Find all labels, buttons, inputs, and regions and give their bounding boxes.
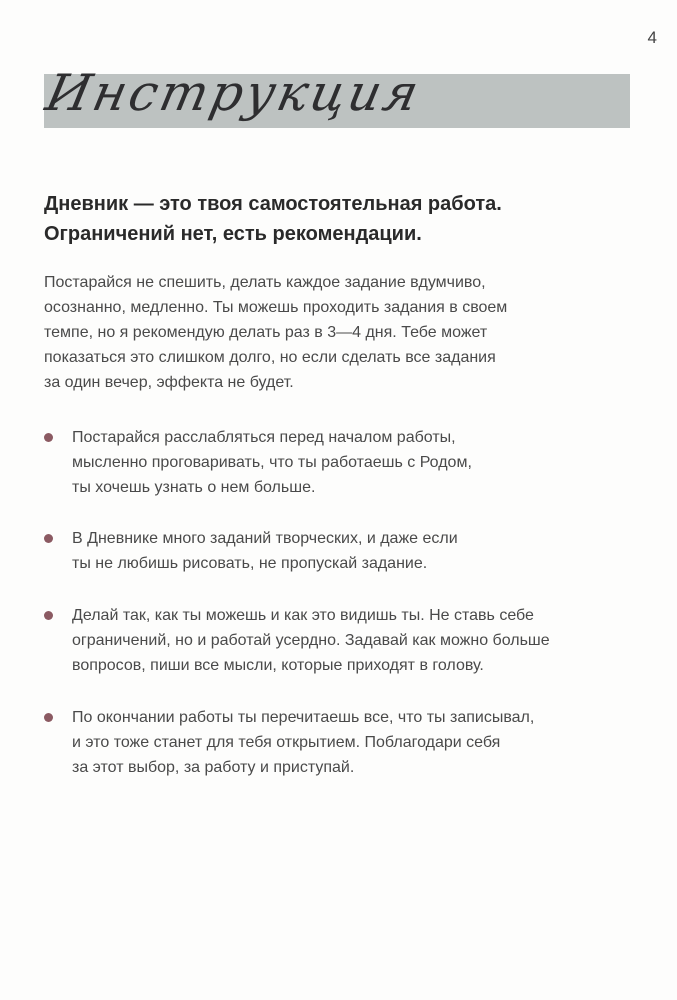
bullet-dot-icon	[44, 611, 53, 620]
list-item-line: мысленно проговаривать, что ты работаешь с Родом,	[72, 454, 472, 471]
list-item-text	[72, 425, 472, 500]
lead-line: Дневник — это твоя самостоятельная работа.	[44, 193, 502, 215]
intro-line: показаться это слишком долго, но если сделать все задания	[44, 349, 496, 366]
lead-line: Ограничений нет, есть рекомендации.	[44, 223, 422, 245]
bullet-dot-icon	[44, 713, 53, 722]
list-item-line: и это тоже станет для тебя открытием. Поблагодари себя	[72, 734, 501, 751]
intro-line: темпе, но я рекомендую делать раз в 3—4 дня. Тебе может	[44, 324, 488, 341]
list-item-line: В Дневнике много заданий творческих, и даже если	[72, 530, 458, 547]
page-number: 4	[647, 28, 657, 47]
list-item-line: ограничений, но и работай усердно. Задавай как можно больше	[72, 632, 550, 649]
list-item-text	[72, 705, 534, 780]
list-item-line: ты не любишь рисовать, не пропускай задание.	[72, 555, 428, 572]
list-item-line: вопросов, пиши все мысли, которые приходят в голову.	[72, 657, 484, 674]
list-item-line: Постарайся расслабляться перед началом работы,	[72, 429, 456, 446]
intro-line: осознанно, медленно. Ты можешь проходить задания в своем	[44, 299, 508, 316]
list-item-line: Делай так, как ты можешь и как это видишь ты. Не ставь себе	[72, 607, 534, 624]
list-item-text	[72, 603, 550, 678]
bullet-dot-icon	[44, 433, 53, 442]
list-item-text	[72, 526, 458, 576]
bullet-dot-icon	[44, 534, 53, 543]
page-title: Инструкция	[40, 64, 427, 122]
list-item-line: за этот выбор, за работу и приступай.	[72, 759, 355, 776]
list-item-line: По окончании работы ты перечитаешь все, что ты записывал,	[72, 709, 535, 726]
intro-line: Постарайся не спешить, делать каждое задание вдумчиво,	[44, 274, 486, 291]
lead-paragraph	[44, 189, 644, 249]
list-item-line: ты хочешь узнать о нем больше.	[72, 479, 316, 496]
intro-paragraph	[44, 270, 644, 395]
intro-line: за один вечер, эффекта не будет.	[44, 374, 294, 391]
